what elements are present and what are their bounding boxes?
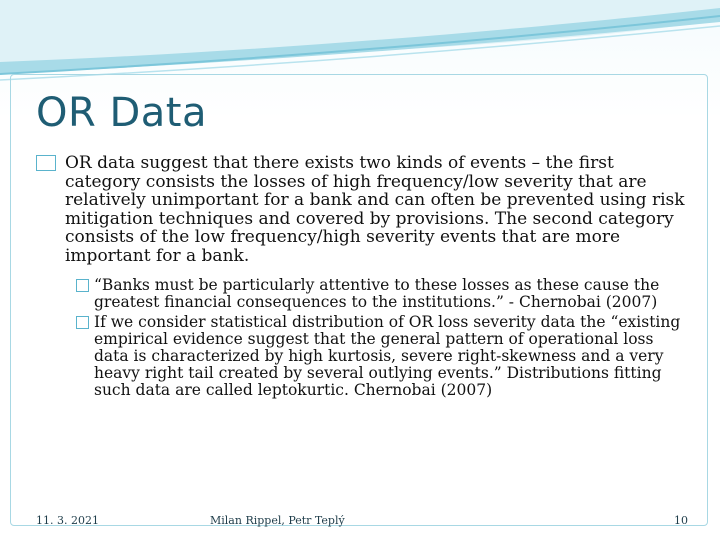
- sub-bullet-2: [94, 314, 686, 399]
- footer-page-number: 10: [674, 514, 688, 527]
- main-bullet-paragraph: [36, 154, 686, 265]
- footer-date: 11. 3. 2021: [36, 514, 99, 527]
- slide-title: OR Data: [36, 90, 207, 136]
- slide-body: [36, 154, 686, 399]
- main-bullet-text: OR data suggest that there exists two kinds of events – the first category consists the losses of high frequency/low severity that are relatively unimportant for a bank and can often be prevented using risk mitigation techniques and covered by provisions. The second category consists of the low frequency/high severity events that are more important for a bank.: [65, 153, 685, 266]
- sub-bullet-text: If we consider statistical distribution of OR loss severity data the “existing empirical evidence suggest that the general pattern of operational loss data is characterized by high kurtosis, severe right-skewness and a very heavy right tail created by several outlying events.” Distributions fitting such data are called leptokurtic. Chernobai (2007): [94, 313, 681, 399]
- bullet-icon: [36, 155, 56, 171]
- sub-bullet-icon: [76, 279, 89, 292]
- footer-authors: Milan Rippel, Petr Teplý: [210, 514, 345, 527]
- sub-bullet-icon: [76, 316, 89, 329]
- sub-bullet-1: [94, 277, 686, 311]
- sub-bullet-text: “Banks must be particularly attentive to these losses as these cause the greatest financial consequences to the institutions.” - Chernobai (2007): [94, 276, 660, 311]
